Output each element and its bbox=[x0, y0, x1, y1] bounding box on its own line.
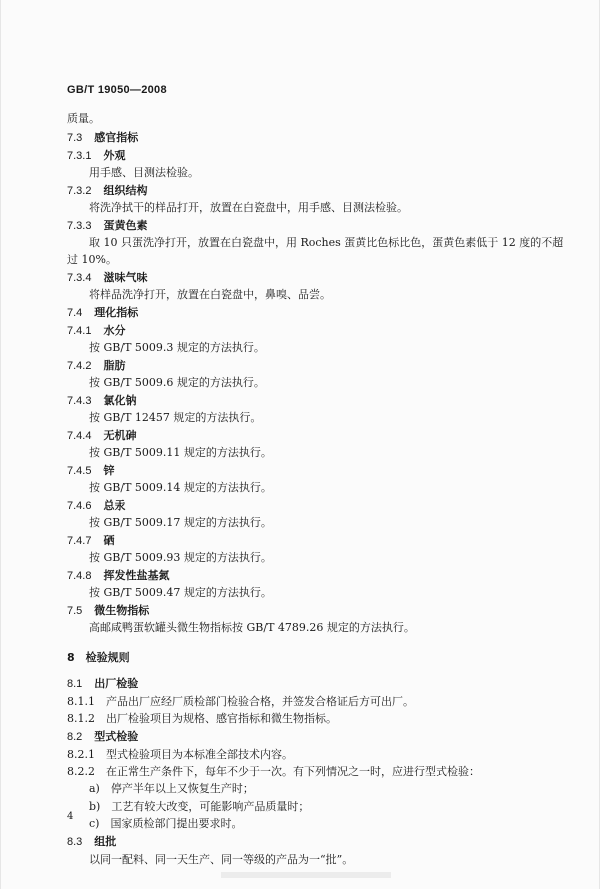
text-line: 8.2.2 在正常生产条件下，每年不少于一次。有下列情况之一时，应进行型式检验： bbox=[67, 765, 480, 778]
text-line: 按 GB/T 5009.14 规定的方法执行。 bbox=[89, 481, 272, 494]
section-heading-7-3-1: 7.3.1 外观 bbox=[67, 149, 126, 162]
footer-watermark-bar bbox=[221, 872, 391, 878]
list-item: b) 工艺有较大改变，可能影响产品质量时； bbox=[89, 800, 310, 813]
text-line: 按 GB/T 12457 规定的方法执行。 bbox=[89, 411, 262, 424]
section-heading-8-1: 8.1 出厂检验 bbox=[67, 677, 139, 690]
text-line: 高邮咸鸭蛋软罐头微生物指标按 GB/T 4789.26 规定的方法执行。 bbox=[89, 621, 415, 634]
section-heading-7-4-7: 7.4.7 硒 bbox=[67, 534, 115, 547]
text-line: 按 GB/T 5009.17 规定的方法执行。 bbox=[89, 516, 272, 529]
text-line: 将样品洗净打开，放置在白瓷盘中，鼻嗅、品尝。 bbox=[89, 288, 331, 301]
section-heading-7-4-4: 7.4.4 无机砷 bbox=[67, 429, 137, 442]
section-heading-7-4-1: 7.4.1 水分 bbox=[67, 324, 126, 337]
text-line: 按 GB/T 5009.6 规定的方法执行。 bbox=[89, 376, 265, 389]
chapter-heading-8: 8 检验规则 bbox=[67, 651, 130, 664]
text-line: 过 10%。 bbox=[67, 253, 117, 266]
list-item: c) 国家质检部门提出要求时。 bbox=[89, 817, 243, 830]
text-line: 按 GB/T 5009.3 规定的方法执行。 bbox=[89, 341, 265, 354]
text-line: 质量。 bbox=[67, 112, 100, 125]
section-heading-7-4-2: 7.4.2 脂肪 bbox=[67, 359, 126, 372]
section-heading-7-4-6: 7.4.6 总汞 bbox=[67, 499, 126, 512]
text-line: 取 10 只蛋洗净打开，放置在白瓷盘中，用 Roches 蛋黄比色标比色，蛋黄色素低于 12 度的不超 bbox=[89, 236, 564, 249]
section-heading-7-3: 7.3 感官指标 bbox=[67, 131, 139, 144]
text-line: 按 GB/T 5009.47 规定的方法执行。 bbox=[89, 586, 272, 599]
text-line: 按 GB/T 5009.93 规定的方法执行。 bbox=[89, 551, 272, 564]
section-heading-7-4-8: 7.4.8 挥发性盐基氮 bbox=[67, 569, 170, 582]
text-line: 8.1.1 产品出厂应经厂质检部门检验合格，并签发合格证后方可出厂。 bbox=[67, 695, 414, 708]
section-heading-7-4-5: 7.4.5 锌 bbox=[67, 464, 115, 477]
standard-header: GB/T 19050—2008 bbox=[67, 84, 167, 96]
section-heading-7-3-2: 7.3.2 组织结构 bbox=[67, 184, 148, 197]
section-heading-7-3-4: 7.3.4 滋味气味 bbox=[67, 271, 148, 284]
text-line: 以同一配料、同一天生产、同一等级的产品为一“批”。 bbox=[89, 853, 354, 866]
text-line: 8.2.1 型式检验项目为本标准全部技术内容。 bbox=[67, 748, 293, 761]
section-heading-7-4: 7.4 理化指标 bbox=[67, 306, 139, 319]
text-line: 按 GB/T 5009.11 规定的方法执行。 bbox=[89, 446, 272, 459]
section-heading-7-4-3: 7.4.3 氯化钠 bbox=[67, 394, 137, 407]
section-heading-7-5: 7.5 微生物指标 bbox=[67, 604, 150, 617]
section-heading-8-3: 8.3 组批 bbox=[67, 835, 117, 848]
text-line: 8.1.2 出厂检验项目为规格、感官指标和微生物指标。 bbox=[67, 712, 337, 725]
section-heading-7-3-3: 7.3.3 蛋黄色素 bbox=[67, 219, 148, 232]
page-number: 4 bbox=[67, 811, 74, 822]
text-line: 将洗净拭干的样品打开，放置在白瓷盘中，用手感、目测法检验。 bbox=[89, 201, 408, 214]
list-item: a) 停产半年以上又恢复生产时； bbox=[89, 782, 254, 795]
section-heading-8-2: 8.2 型式检验 bbox=[67, 730, 139, 743]
text-line: 用手感、目测法检验。 bbox=[89, 166, 199, 179]
